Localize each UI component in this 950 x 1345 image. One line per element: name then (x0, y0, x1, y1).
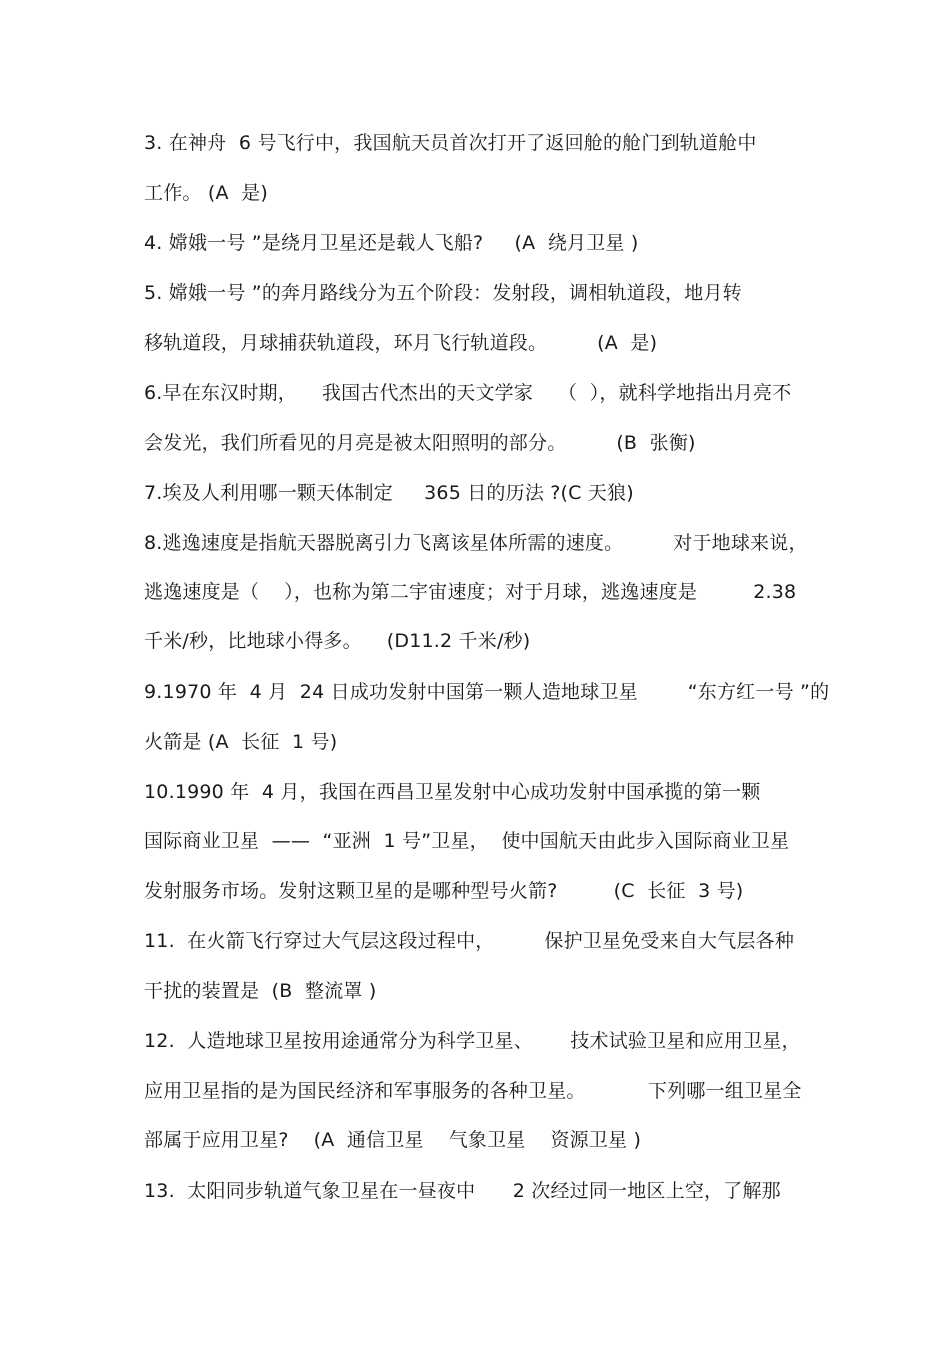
text-line: 逃逸速度是（ ），也称为第二宇宙速度；对于月球，逃逸速度是 2.38 (144, 581, 797, 603)
text-line: 工作。 (A 是) (144, 182, 268, 204)
text-line: 7.埃及人利用哪一颗天体制定 365 日的历法 ?(C 天狼) (144, 482, 634, 504)
text-line: 6.早在东汉时期， 我国古代杰出的天文学家 （ ），就科学地指出月亮不 (144, 382, 792, 404)
text-line: 千米/秒，比地球小得多。 (D11.2 千米/秒) (144, 630, 531, 652)
text-line: 火箭是 (A 长征 1 号) (144, 731, 338, 753)
text-line: 10.1990 年 4 月，我国在西昌卫星发射中心成功发射中国承揽的第一颗 (144, 781, 761, 803)
text-line: 干扰的装置是 (B 整流罩 ) (144, 980, 377, 1002)
text-line: 5. 嫦娥一号 ”的奔月路线分为五个阶段：发射段，调相轨道段，地月转 (144, 282, 742, 304)
text-line: 4. 嫦娥一号 ”是绕月卫星还是载人飞船? (A 绕月卫星 ) (144, 232, 639, 254)
text-line: 3. 在神舟 6 号飞行中，我国航天员首次打开了返回舱的舱门到轨道舱中 (144, 132, 757, 154)
text-line: 发射服务市场。发射这颗卫星的是哪种型号火箭? (C 长征 3 号) (144, 880, 744, 902)
text-line: 8.逃逸速度是指航天器脱离引力飞离该星体所需的速度。 对于地球来说， (144, 532, 808, 554)
text-line: 移轨道段，月球捕获轨道段，环月飞行轨道段。 (A 是) (144, 332, 658, 354)
text-line: 9.1970 年 4 月 24 日成功发射中国第一颗人造地球卫星 “东方红一号 ”的 (144, 681, 830, 703)
text-line: 11. 在火箭飞行穿过大气层这段过程中， 保护卫星免受来自大气层各种 (144, 930, 795, 952)
text-line: 国际商业卫星 —— “亚洲 1 号”卫星， 使中国航天由此步入国际商业卫星 (144, 830, 790, 852)
text-line: 应用卫星指的是为国民经济和军事服务的各种卫星。 下列哪一组卫星全 (144, 1080, 802, 1102)
text-line: 12. 人造地球卫星按用途通常分为科学卫星、 技术试验卫星和应用卫星， (144, 1030, 801, 1052)
text-line: 13. 太阳同步轨道气象卫星在一昼夜中 2 次经过同一地区上空，了解那 (144, 1180, 781, 1202)
text-line: 会发光，我们所看见的月亮是被太阳照明的部分。 (B 张衡) (144, 432, 696, 454)
text-line: 部属于应用卫星? (A 通信卫星 气象卫星 资源卫星 ) (144, 1129, 642, 1151)
